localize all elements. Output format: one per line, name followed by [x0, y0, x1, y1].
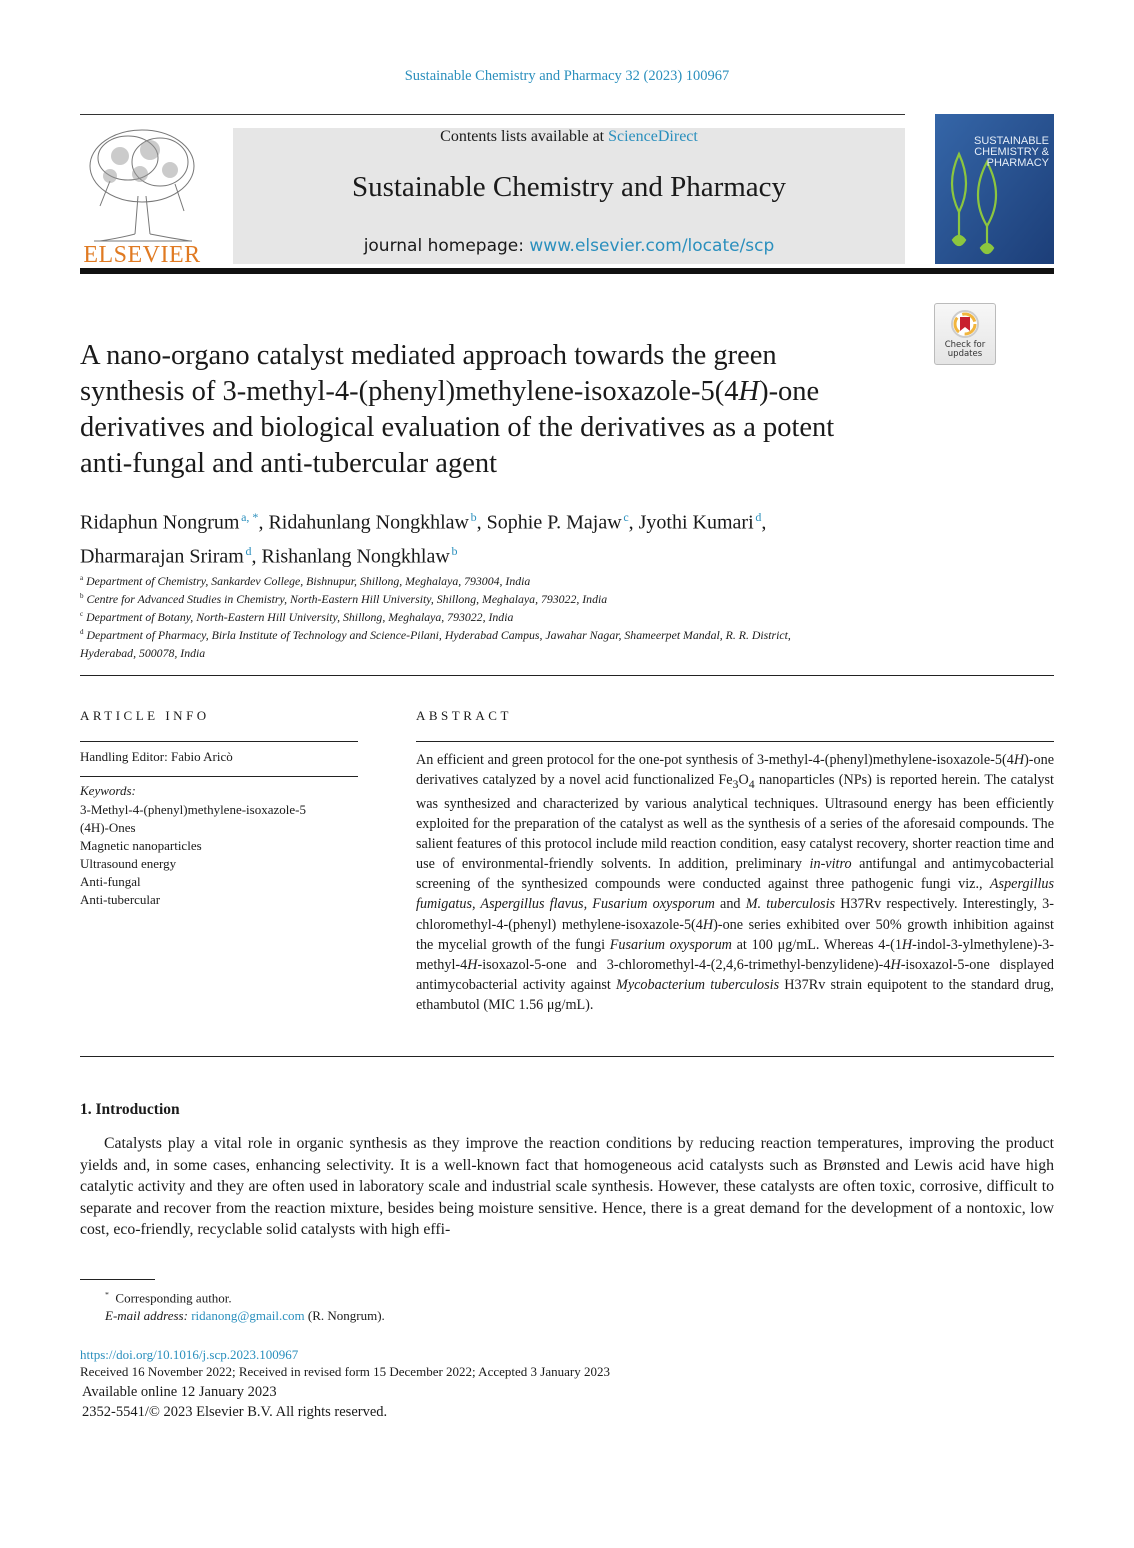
homepage-line — [233, 236, 905, 256]
abstract-text: H37Rv respectively. Interestingly, 3-chloromethyl-4-(phenyl) methylene-isoxazole-5(4 — [416, 896, 1054, 933]
abstract-italic: Fusarium oxysporum — [609, 936, 732, 953]
journal-cover — [935, 114, 1054, 264]
abstract-text: -isoxazol-5-one and 3-chloromethyl-4-(2,4,6-trimethyl-benzylidene)-4 — [477, 956, 891, 973]
abstract-heading: ABSTRACT — [416, 708, 512, 723]
affiliation-mark: d — [80, 628, 84, 636]
abstract-italic: Mycobacterium tuberculosis — [616, 976, 780, 993]
author-affiliation-link[interactable]: d — [755, 510, 762, 524]
introduction-text: Catalysts play a vital role in organic synthesis as they improve the reaction conditions by reducing reaction temperatures, improving the product yields and, in some cases, enhancing selectivity. It is a well-known fact that homogeneous acid catalysts such as Brønsted and Lewis acid have high catalytic activity and they are often used in laboratory scale and industrial scale synthesis. However, these catalysts are often toxic, corrosive, difficult to separate and recover from the reaction mixture, besides being moisture sensitive. Hence, there is a great demand for the development of a nontoxic, low cost, eco-friendly, recyclable solid catalysts with high effi- — [80, 1135, 1054, 1238]
copyright: 2352-5541/© 2023 Elsevier B.V. All rights reserved. — [82, 1404, 388, 1420]
abstract-italic: H — [901, 936, 913, 953]
author-separator: , — [476, 511, 487, 534]
abstract-text: An efficient and green protocol for the one-pot synthesis of 3-methyl-4-(phenyl)methylene-isoxazole-5(4 — [416, 752, 1014, 768]
author-name: Ridaphun Nongrum — [80, 511, 240, 534]
abstract-text: -isoxazol-5-one displayed antimycobacterial activity against — [416, 956, 1055, 993]
author-separator: , — [258, 511, 269, 534]
affiliation-text: Hyderabad, 500078, India — [80, 645, 206, 660]
affiliation-text: Department of Pharmacy, Birla Institute of Technology and Science-Pilani, Hyderabad Campus, Jawahar Nagar, Shameerpet Mandal, R. R. District, — [86, 627, 791, 642]
contents-prefix: Contents lists available at — [440, 128, 609, 145]
section-divider — [80, 1056, 1054, 1057]
abstract-text: -indol-3-ylmethylene)-3-methyl-4 — [416, 936, 1054, 973]
affiliation-mark: c — [80, 610, 84, 618]
email-footnote — [105, 1308, 385, 1324]
title-italic: H — [738, 376, 760, 407]
author-name: Dharmarajan Sriram — [80, 545, 244, 568]
affiliation-mark: a — [80, 574, 84, 582]
abstract-text: O — [738, 772, 749, 789]
author-name: Sophie P. Majaw — [486, 511, 622, 534]
email-label: E-mail address: — [105, 1308, 188, 1323]
abstract-rule — [416, 741, 1054, 742]
affiliation-text: Centre for Advanced Studies in Chemistry, North-Eastern Hill University, Shillong, Meghalaya, 793022, India — [86, 591, 608, 606]
keyword: 3-Methyl-4-(phenyl)methylene-isoxazole-5 — [80, 802, 306, 817]
publisher-wordmark: ELSEVIER — [83, 242, 201, 268]
elsevier-logo — [80, 126, 204, 266]
abstract-text: and — [714, 896, 746, 913]
footnote-mark: * — [105, 1290, 109, 1299]
keyword: Ultrasound energy — [80, 856, 177, 871]
keyword: (4H)-Ones — [80, 820, 136, 835]
author-list — [80, 503, 980, 570]
email-suffix: (R. Nongrum). — [304, 1308, 385, 1323]
doi-link[interactable]: https://doi.org/10.1016/j.scp.2023.100967 — [80, 1347, 299, 1362]
abstract-italic: H — [1013, 752, 1025, 768]
article-info-rule — [80, 776, 358, 777]
author-separator: , — [628, 511, 639, 534]
top-rule — [80, 114, 905, 115]
abstract-text: nanoparticles (NPs) is reported herein. The catalyst was synthesized and characterized by various analytical techniques. Ultrasound energy has been efficiently exploited for the preparation of the catalyst as well as the synthesis of a series of the aforesaid compounds. The salient features of this protocol include mild reaction condition, easy catalyst recovery, shorter reaction time and use of environmental-friendly solvents. In addition, preliminary — [416, 772, 1054, 873]
keyword: Magnetic nanoparticles — [80, 838, 202, 853]
introduction-heading: 1. Introduction — [80, 1101, 180, 1118]
contents-line — [233, 128, 905, 146]
affiliation-text: Department of Botany, North-Eastern Hill University, Shillong, Meghalaya, 793022, India — [86, 609, 514, 624]
author-affiliation-link[interactable]: c — [623, 510, 629, 524]
abstract-body — [416, 750, 1054, 1015]
journal-citation[interactable]: Sustainable Chemistry and Pharmacy 32 (2023) 100967 — [404, 68, 730, 84]
title-line: A nano-organo catalyst mediated approach towards the green — [80, 340, 777, 371]
affiliation-mark: b — [80, 592, 84, 600]
author-separator: , — [761, 511, 767, 534]
abstract-italic: M. tuberculosis — [745, 896, 836, 913]
abstract-italic: H — [890, 956, 901, 973]
author-affiliation-link[interactable]: a, * — [241, 510, 259, 524]
abstract-text: at 100 μg/mL. Whereas 4-(1 — [731, 936, 902, 953]
author-affiliation-link[interactable]: d — [245, 543, 252, 558]
email-link[interactable]: ridanong@gmail.com — [191, 1308, 305, 1323]
check-for-updates-badge[interactable] — [934, 303, 996, 365]
keywords-list — [80, 801, 350, 909]
sciencedirect-link[interactable]: ScienceDirect — [608, 128, 698, 145]
received-dates: Received 16 November 2022; Received in revised form 15 December 2022; Accepted 3 January 2023 — [80, 1364, 610, 1379]
title-line: synthesis of 3-methyl-4-(phenyl)methylene-isoxazole-5(4 — [80, 376, 739, 407]
check-updates-icon — [950, 309, 980, 339]
section-divider — [80, 675, 1054, 676]
author-affiliation-link[interactable]: b — [451, 543, 458, 558]
footnote-rule — [80, 1279, 155, 1280]
abstract-text: )-one derivatives catalyzed by a novel acid functionalized Fe — [416, 752, 1054, 789]
author-name: Ridahunlang Nongkhlaw — [268, 511, 469, 534]
affiliation-text: Department of Chemistry, Sankardev College, Bishnupur, Shillong, Meghalaya, 793004, India — [86, 573, 531, 588]
abstract-text: antifungal and antimycobacterial screening of the synthesized compounds were conducted against three pathogenic fungi viz., — [416, 856, 1054, 893]
check-updates-label: Check for updates — [944, 340, 986, 359]
author-affiliation-link[interactable]: b — [470, 510, 477, 524]
abstract-italic: H — [467, 956, 478, 973]
cover-title: SUSTAINABLE CHEMISTRY & PHARMACY — [974, 135, 1049, 169]
available-online: Available online 12 January 2023 — [82, 1384, 277, 1400]
author-separator: , — [251, 545, 262, 568]
affiliation-d — [80, 623, 940, 662]
author-name: Jyothi Kumari — [638, 511, 754, 534]
abstract-italic: in-vitro — [809, 856, 852, 873]
corresponding-footnote — [105, 1290, 232, 1306]
abstract-subscript: 4 — [748, 776, 755, 791]
article-title — [80, 338, 930, 482]
keyword: Anti-tubercular — [80, 892, 161, 907]
abstract-text: H37Rv strain equipotent to the standard drug, ethambutol (MIC 1.56 μg/mL). — [416, 976, 1054, 1013]
title-line: derivatives and biological evaluation of the derivatives as a potent — [80, 412, 835, 443]
keywords-label: Keywords: — [80, 783, 136, 798]
header-thick-rule — [80, 268, 1054, 274]
homepage-prefix: journal homepage: — [363, 236, 530, 256]
title-line: )-one — [759, 376, 820, 407]
keyword: Anti-fungal — [80, 874, 141, 889]
abstract-subscript: 3 — [732, 776, 739, 791]
abstract-text: )-one series exhibited over 50% growth inhibition against the mycelial growth of the fungi — [416, 916, 1054, 953]
abstract-italic: H — [702, 916, 714, 933]
abstract-italic: Aspergillus fumigatus, Aspergillus flavus, Fusarium oxysporum — [416, 876, 1054, 913]
article-info-rule — [80, 741, 358, 742]
title-line: anti-fungal and anti-tubercular agent — [80, 448, 498, 479]
journal-name: Sustainable Chemistry and Pharmacy — [351, 171, 787, 203]
handling-editor: Handling Editor: Fabio Aricò — [80, 749, 233, 764]
homepage-link[interactable]: www.elsevier.com/locate/scp — [529, 236, 775, 256]
article-info-heading: ARTICLE INFO — [80, 708, 210, 723]
author-name: Rishanlang Nongkhlaw — [261, 545, 450, 568]
footnote-text: Corresponding author. — [115, 1290, 232, 1306]
